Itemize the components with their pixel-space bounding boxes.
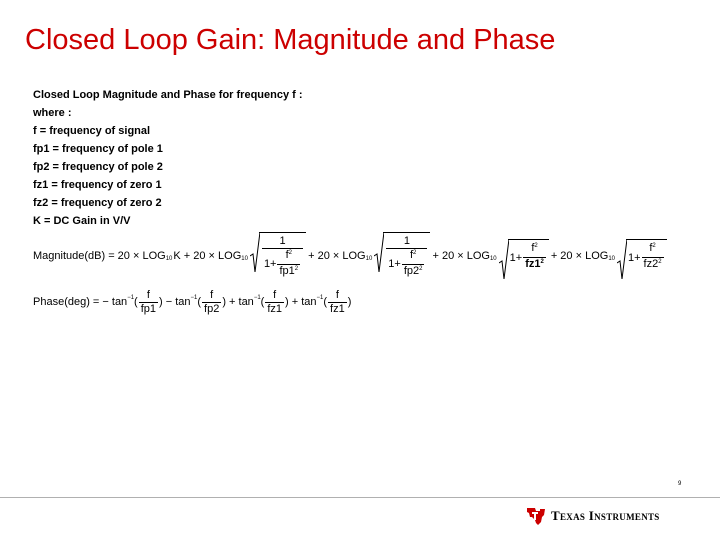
fp2-symbol: fp2 bbox=[204, 302, 220, 315]
phase-lhs: Phase(deg) = − tan bbox=[33, 296, 128, 308]
definition-line: fz1 = frequency of zero 1 bbox=[33, 179, 162, 191]
exp: 2 bbox=[540, 259, 544, 265]
exp: 2 bbox=[413, 250, 417, 256]
log-base: 10 bbox=[365, 256, 373, 262]
numerator: 1 bbox=[279, 235, 286, 247]
inverse-exp: −1 bbox=[316, 295, 324, 301]
open-paren: ( bbox=[197, 296, 202, 308]
sqrt-symbol bbox=[499, 239, 509, 279]
fraction-pole2 bbox=[386, 235, 427, 280]
one-plus: 1+ bbox=[509, 251, 523, 264]
fz1-symbol: fz1 bbox=[267, 302, 283, 315]
f-symbol: f bbox=[335, 288, 339, 301]
open-paren: ( bbox=[260, 296, 265, 308]
open-paren: ( bbox=[323, 296, 328, 308]
fz1-symbol: fz1 bbox=[525, 258, 541, 270]
f-symbol: f bbox=[409, 249, 414, 261]
plus-20-log: + 20 × LOG bbox=[432, 250, 490, 262]
definition-line: where : bbox=[33, 107, 72, 119]
exp: 2 bbox=[534, 243, 538, 249]
exp: 2 bbox=[652, 243, 656, 249]
fraction-f-fz1-second bbox=[328, 289, 347, 316]
denominator bbox=[386, 248, 427, 280]
close-paren: ) bbox=[347, 296, 352, 308]
fp2-symbol: fp2 bbox=[403, 265, 420, 277]
denominator bbox=[262, 248, 303, 280]
log-base: 10 bbox=[241, 256, 248, 262]
plus-20-log: + 20 × LOG bbox=[308, 250, 366, 262]
definition-line: fp2 = frequency of pole 2 bbox=[33, 161, 163, 173]
one-plus: 1+ bbox=[263, 258, 277, 270]
fz2-symbol: fz2 bbox=[643, 258, 659, 270]
log-base: 10 bbox=[608, 256, 615, 262]
sqrt-term-zero2 bbox=[617, 239, 667, 273]
exp: 2 bbox=[288, 250, 292, 256]
exp: 2 bbox=[419, 266, 423, 272]
magnitude-equation bbox=[33, 226, 667, 286]
f-symbol: f bbox=[210, 288, 214, 301]
f-symbol: f bbox=[285, 249, 289, 261]
definition-line: Closed Loop Magnitude and Phase for frequency f : bbox=[33, 89, 303, 101]
definition-line: K = DC Gain in V/V bbox=[33, 215, 131, 227]
f-symbol: f bbox=[649, 242, 653, 254]
sqrt-term-zero1 bbox=[499, 239, 549, 273]
fraction-zero2 bbox=[642, 242, 664, 273]
numerator: 1 bbox=[403, 235, 410, 247]
f-symbol: f bbox=[531, 242, 535, 254]
sqrt-term-pole1 bbox=[250, 232, 306, 280]
f-symbol: f bbox=[146, 288, 150, 301]
plus-tan: ) + tan bbox=[285, 296, 317, 308]
fp1-symbol: fp1 bbox=[140, 302, 156, 315]
ti-state-icon bbox=[526, 506, 546, 526]
inverse-exp: −1 bbox=[190, 295, 198, 301]
f-symbol: f bbox=[273, 288, 277, 301]
footer-divider bbox=[0, 497, 720, 498]
ti-logo bbox=[526, 506, 660, 526]
plus-20-log: + 20 × LOG bbox=[550, 250, 609, 262]
sqrt-symbol bbox=[374, 232, 384, 272]
definition-line: fp1 = frequency of pole 1 bbox=[33, 143, 163, 155]
fraction-f-fz1 bbox=[265, 289, 284, 316]
one-plus: 1+ bbox=[388, 258, 401, 270]
page-number: 9 bbox=[678, 481, 682, 487]
inverse-exp: −1 bbox=[253, 295, 261, 301]
minus-tan: ) − tan bbox=[159, 296, 191, 308]
ti-logo-text: Texas Instruments bbox=[551, 508, 660, 523]
sqrt-term-pole2 bbox=[374, 232, 430, 280]
exp: 2 bbox=[294, 266, 299, 272]
sqrt-symbol bbox=[617, 239, 627, 279]
slide-title: Closed Loop Gain: Magnitude and Phase bbox=[25, 24, 556, 56]
phase-equation bbox=[33, 282, 351, 322]
open-paren: ( bbox=[134, 296, 138, 308]
exp: 2 bbox=[658, 259, 662, 265]
k-term: K + 20 × LOG bbox=[173, 250, 242, 262]
sqrt-symbol bbox=[250, 232, 260, 272]
plus-tan: ) + tan bbox=[222, 296, 254, 308]
one-plus: 1+ bbox=[628, 251, 641, 264]
definition-line: f = frequency of signal bbox=[33, 125, 151, 137]
inverse-exp: −1 bbox=[127, 295, 135, 301]
fp1-symbol: fp1 bbox=[279, 265, 295, 277]
magnitude-lhs: Magnitude(dB) = 20 × LOG bbox=[33, 250, 166, 262]
fraction-pole1 bbox=[262, 235, 303, 280]
log-base: 10 bbox=[489, 256, 497, 262]
definitions-list bbox=[33, 86, 303, 230]
log-base: 10 bbox=[165, 256, 173, 262]
fz1-symbol: fz1 bbox=[330, 302, 345, 315]
fraction-f-fp2 bbox=[202, 289, 221, 316]
definition-line: fz2 = frequency of zero 2 bbox=[33, 197, 162, 209]
fraction-zero1 bbox=[523, 242, 546, 273]
fraction-f-fp1 bbox=[139, 289, 158, 316]
